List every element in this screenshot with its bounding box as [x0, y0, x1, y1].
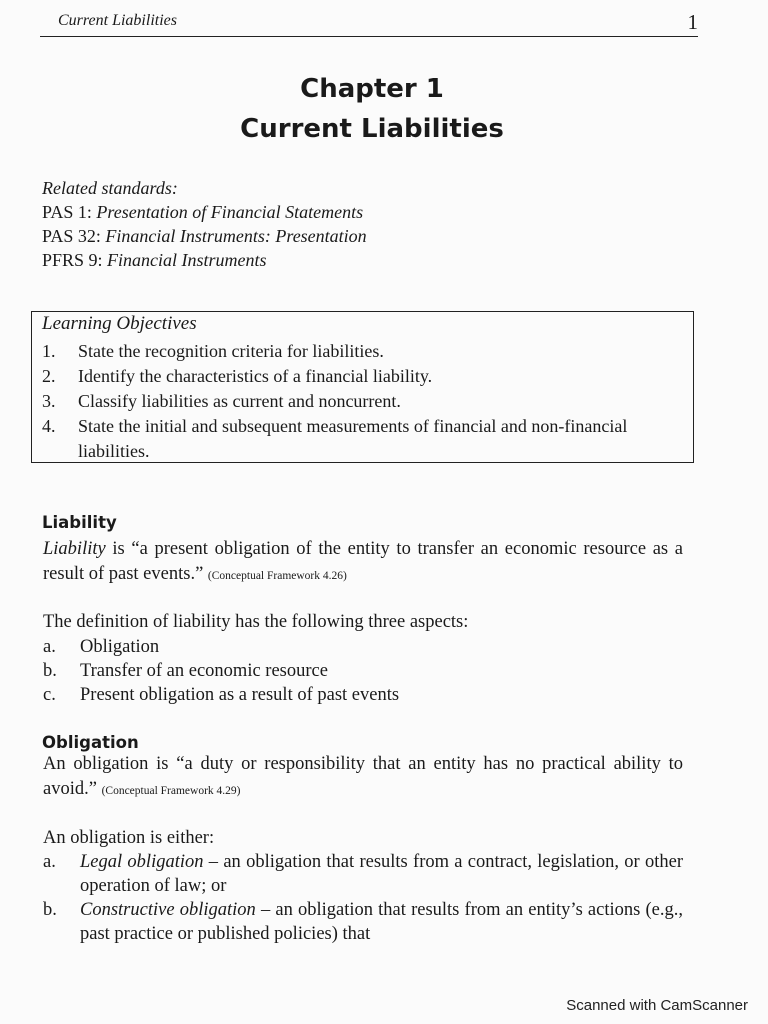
- liability-heading: Liability: [42, 513, 117, 532]
- objective-item: 4. State the initial and subsequent measurements of financial and non-financial liabilities.: [42, 416, 628, 461]
- obligation-heading: Obligation: [42, 733, 139, 752]
- standard-item: PAS 32: Financial Instruments: Presentation: [42, 226, 367, 246]
- list-item: b. Transfer of an economic resource: [43, 661, 328, 681]
- objectives-list: [42, 339, 687, 464]
- obligation-either-intro: An obligation is either:: [43, 828, 215, 848]
- list-item: b. Constructive obligation – an obligation that results from an entity’s actions (e.g., past practice or published policies) that: [43, 900, 683, 944]
- list-item: a. Legal obligation – an obligation that results from a contract, legislation, or other operation of law; or: [43, 852, 684, 896]
- chapter-title: Current Liabilities: [240, 114, 504, 144]
- aspects-intro: The definition of liability has the following three aspects:: [43, 612, 469, 632]
- scanner-watermark: Scanned with CamScanner: [566, 997, 748, 1014]
- aspects-list: [43, 635, 683, 707]
- page-number: 1: [687, 10, 698, 34]
- list-item: a. Obligation: [43, 637, 160, 657]
- objective-item: 3. Classify liabilities as current and noncurrent.: [42, 391, 401, 411]
- objective-item: 1. State the recognition criteria for liabilities.: [42, 341, 384, 361]
- related-standards: [42, 176, 367, 272]
- objectives-heading: Learning Objectives: [42, 313, 197, 334]
- learning-objectives-box: [31, 311, 694, 463]
- chapter-number: Chapter 1: [300, 74, 444, 104]
- standards-label: Related standards:: [42, 178, 178, 198]
- obligation-definition: An obligation is “a duty or responsibility that an entity has no practical ability to avoid.” (Conceptual Framework 4.29): [43, 754, 683, 799]
- obligation-types-list: [43, 850, 683, 946]
- list-item: c. Present obligation as a result of past events: [43, 685, 400, 705]
- standard-item: PFRS 9: Financial Instruments: [42, 250, 267, 270]
- running-title: Current Liabilities: [58, 12, 177, 29]
- running-header: [40, 10, 698, 37]
- objective-item: 2. Identify the characteristics of a financial liability.: [42, 366, 433, 386]
- liability-definition: Liability is “a present obligation of the entity to transfer an economic resource as a result of past events.” (Conceptual Framework 4.26): [43, 539, 683, 584]
- standard-item: PAS 1: Presentation of Financial Statements: [42, 202, 364, 222]
